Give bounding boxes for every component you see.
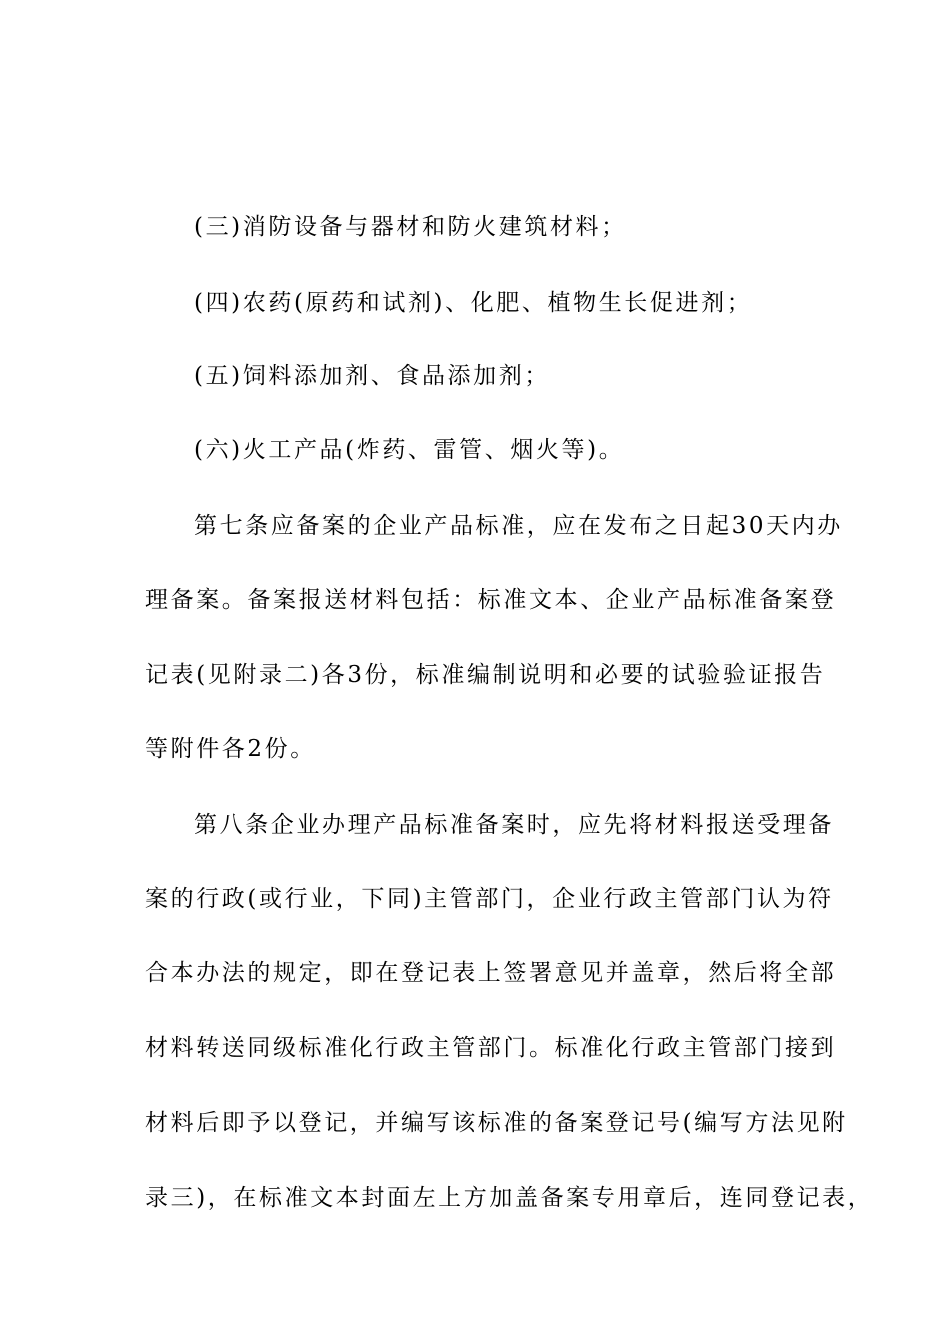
list-item-4: (四)农药(原药和试剂)、化肥、植物生长促进剂； — [194, 290, 753, 316]
article-7-line-2: 理备案。备案报送材料包括：标准文本、企业产品标准备案登 — [145, 587, 837, 613]
article-7-line-4: 等附件各2份。 — [145, 736, 316, 762]
article-8-line-1: 第八条企业办理产品标准备案时，应先将材料报送受理备 — [194, 812, 834, 838]
article-7-line-1: 第七条应备案的企业产品标准，应在发布之日起30天内办 — [194, 513, 843, 539]
article-8-line-6: 录三)，在标准文本封面左上方加盖备案专用章后，连同登记表， — [145, 1185, 874, 1211]
article-8-line-4: 材料转送同级标准化行政主管部门。标准化行政主管部门接到 — [145, 1035, 837, 1061]
article-8-line-3: 合本办法的规定，即在登记表上签署意见并盖章，然后将全部 — [145, 960, 837, 986]
article-7-line-3: 记表(见附录二)各3份，标准编制说明和必要的试验验证报告 — [145, 662, 826, 688]
list-item-6: (六)火工产品(炸药、雷管、烟火等)。 — [194, 437, 625, 463]
article-8-line-5: 材料后即予以登记，并编写该标准的备案登记号(编写方法见附 — [145, 1110, 848, 1136]
article-8-line-2: 案的行政(或行业，下同)主管部门，企业行政主管部门认为符 — [145, 886, 834, 912]
list-item-5: (五)饲料添加剂、食品添加剂； — [194, 363, 550, 389]
list-item-3: (三)消防设备与器材和防火建筑材料； — [194, 214, 627, 240]
